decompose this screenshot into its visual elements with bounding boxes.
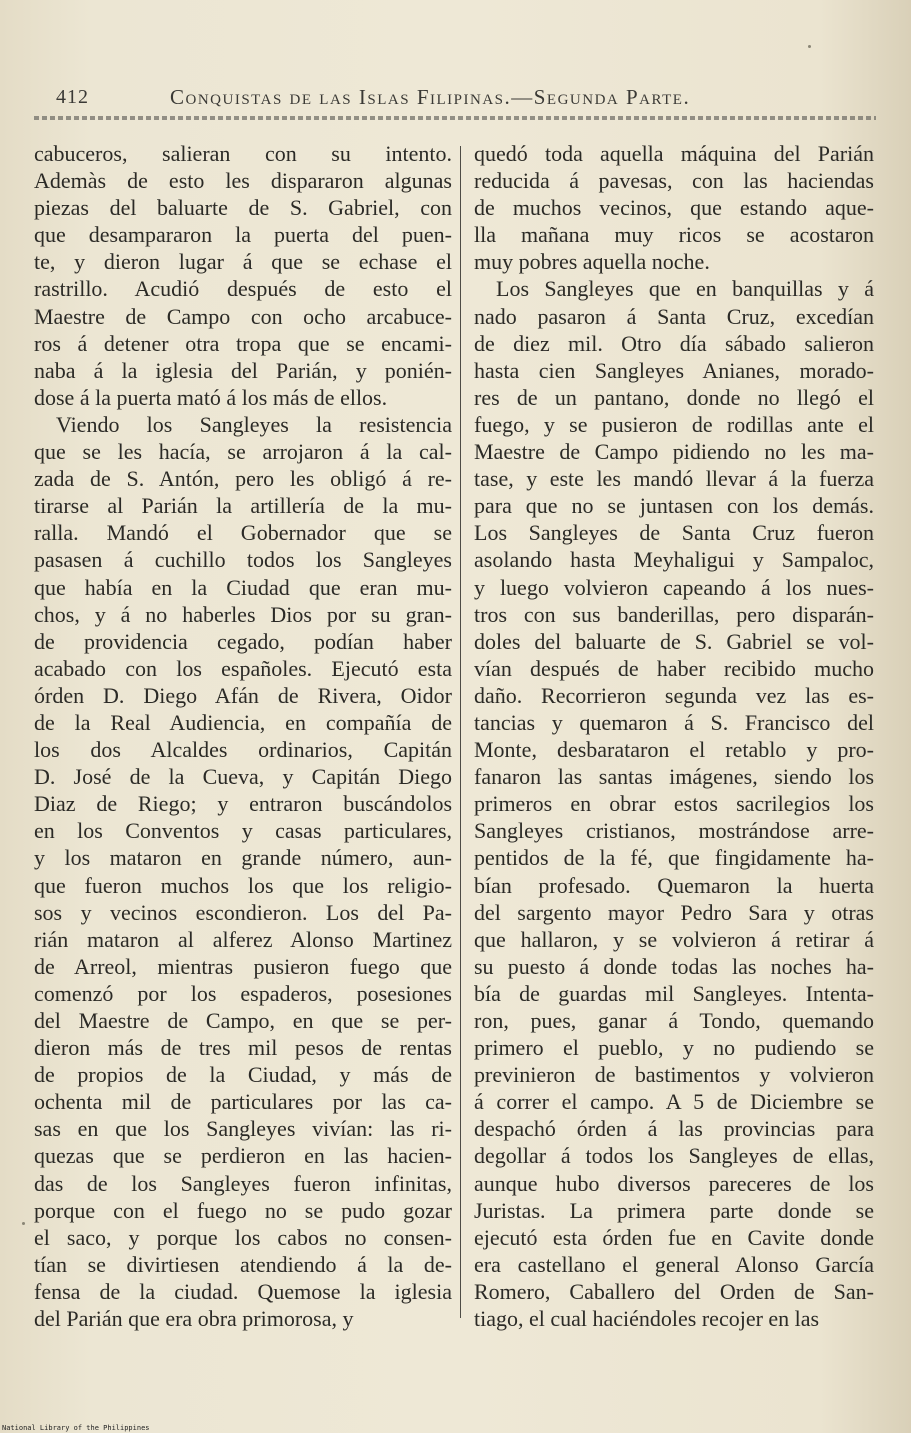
text-line: ralla. Mandó el Gobernador que se bbox=[34, 520, 452, 546]
text-line: y luego volvieron capeando á los nues- bbox=[474, 574, 874, 600]
text-line: Los Sangleyes de Santa Cruz fueron bbox=[474, 520, 874, 546]
text-line: los dos Alcaldes ordinarios, Capitán bbox=[34, 737, 452, 763]
text-line: para que no se juntasen con los demás. bbox=[474, 493, 874, 519]
text-line: bía de guardas mil Sangleyes. Intenta- bbox=[474, 980, 874, 1006]
text-line: res de un pantano, donde no llegó el bbox=[474, 384, 874, 410]
text-line: que fueron muchos los que los religio- bbox=[34, 872, 452, 898]
text-line: ejecutó esta órden fue en Cavite donde bbox=[474, 1224, 874, 1250]
text-line: del sargento mayor Pedro Sara y otras bbox=[474, 899, 874, 925]
text-line: de la Real Audiencia, en compañía de bbox=[34, 709, 452, 735]
text-line: Monte, desbarataron el retablo y pro- bbox=[474, 737, 874, 763]
text-line: tros con sus banderillas, pero disparán- bbox=[474, 601, 874, 627]
running-title: Conquistas de las Islas Filipinas.—Segunda Parte. bbox=[170, 85, 691, 109]
text-line: Juristas. La primera parte donde se bbox=[474, 1197, 874, 1223]
text-line: que había en la Ciudad que eran mu- bbox=[34, 574, 452, 600]
text-line: que desampararon la puerta del puen- bbox=[34, 222, 452, 248]
text-line: primeros en obrar estos sacrilegios los bbox=[474, 791, 874, 817]
text-line: de providencia cegado, podían haber bbox=[34, 628, 452, 654]
text-line: reducida á pavesas, con las haciendas bbox=[474, 168, 874, 194]
left-column bbox=[34, 140, 452, 1332]
text-line: de diez mil. Otro día sábado salieron bbox=[474, 330, 874, 356]
text-line: comenzó por los espaderos, posesiones bbox=[34, 980, 452, 1006]
text-line: bían profesado. Quemaron la huerta bbox=[474, 872, 874, 898]
text-line: cabuceros, salieran con su intento. bbox=[34, 141, 452, 166]
text-line: el saco, y porque los cabos no consen- bbox=[34, 1224, 452, 1250]
text-line: doles del baluarte de S. Gabriel se vol- bbox=[474, 628, 874, 654]
text-line: de propios de la Ciudad, y más de bbox=[34, 1062, 452, 1088]
text-line: y los mataron en grande número, aun- bbox=[34, 845, 452, 871]
text-line: despachó órden á las provincias para bbox=[474, 1116, 874, 1142]
text-line: sos y vecinos escondieron. Los del Pa- bbox=[34, 899, 452, 925]
text-line: Maestre de Campo con ocho arcabuce- bbox=[34, 303, 452, 329]
text-line: su puesto á donde todas las noches ha- bbox=[474, 953, 874, 979]
text-line: nado pasaron á Santa Cruz, excedían bbox=[474, 303, 874, 329]
text-line: tancias y quemaron á S. Francisco del bbox=[474, 709, 874, 735]
text-line: quezas que se perdieron en las hacien- bbox=[34, 1143, 452, 1169]
text-line: Romero, Caballero del Orden de San- bbox=[474, 1278, 874, 1304]
text-line: que se les hacía, se arrojaron á la cal- bbox=[34, 439, 452, 465]
page-header bbox=[34, 80, 874, 114]
text-line: rián mataron al alferez Alonso Martinez bbox=[34, 926, 452, 952]
text-line: Maestre de Campo pidiendo no les ma- bbox=[474, 439, 874, 465]
text-line: Viendo los Sangleyes la resistencia bbox=[56, 411, 452, 437]
text-line: á correr el campo. A 5 de Diciembre se bbox=[474, 1089, 874, 1115]
column-divider bbox=[460, 146, 461, 1318]
text-line: ron, pues, ganar á Tondo, quemando bbox=[474, 1008, 874, 1033]
text-line: zada de S. Antón, pero les obligó á re- bbox=[34, 466, 452, 492]
text-line: del Parián que era obra primorosa, y bbox=[34, 1306, 354, 1332]
text-line: sas en que los Sangleyes vivían: las ri- bbox=[34, 1116, 452, 1142]
text-line: fuego, y se pusieron de rodillas ante el bbox=[474, 411, 874, 437]
text-line: tiago, el cual haciéndoles recojer en las bbox=[474, 1306, 820, 1332]
text-line: asolando hasta Meyhaligui y Sampaloc, bbox=[474, 547, 874, 573]
text-line: dieron más de tres mil pesos de rentas bbox=[34, 1035, 452, 1061]
text-line: hasta cien Sangleyes Anianes, morado- bbox=[474, 357, 874, 383]
text-line: te, y dieron lugar á que se echase el bbox=[34, 249, 452, 275]
text-line: tirarse al Parián la artillería de la mu- bbox=[34, 493, 452, 519]
text-line: pasasen á cuchillo todos los Sangleyes bbox=[34, 547, 452, 573]
text-line: que hallaron, y se volvieron á retirar á bbox=[474, 926, 874, 952]
text-line: porque con el fuego no se pudo gozar bbox=[34, 1197, 452, 1223]
text-line: Ademàs de esto les dispararon algunas bbox=[34, 168, 452, 194]
right-column bbox=[474, 140, 874, 1332]
header-rule bbox=[34, 116, 876, 120]
text-line: Los Sangleyes que en banquillas y á bbox=[496, 276, 874, 302]
text-line: previnieron de bastimentos y volvieron bbox=[474, 1062, 874, 1088]
text-line: fanaron las santas imágenes, siendo los bbox=[474, 764, 874, 790]
text-line: tían se divirtiesen atendiendo á la de- bbox=[34, 1251, 452, 1277]
paper-speck bbox=[808, 45, 811, 48]
text-line: naba á la iglesia del Parián, y ponién- bbox=[34, 357, 452, 383]
text-line: Diaz de Riego; y entraron buscándolos bbox=[34, 791, 452, 817]
text-line: en los Conventos y casas particulares, bbox=[34, 818, 452, 844]
page-number: 412 bbox=[56, 86, 89, 108]
text-line: degollar á todos los Sangleyes de ellas, bbox=[474, 1143, 874, 1169]
text-line: era castellano el general Alonso García bbox=[474, 1251, 874, 1277]
text-line: rastrillo. Acudió después de esto el bbox=[34, 276, 452, 302]
text-line: quedó toda aquella máquina del Parián bbox=[474, 141, 874, 166]
text-line: piezas del baluarte de S. Gabriel, con bbox=[34, 195, 452, 221]
text-line: pentidos de la fé, que fingidamente ha- bbox=[474, 845, 874, 871]
text-line: lla mañana muy ricos se acostaron bbox=[474, 222, 874, 248]
text-line: órden D. Diego Afán de Rivera, Oidor bbox=[34, 682, 452, 708]
text-line: chos, y á no haberles Dios por su gran- bbox=[34, 601, 452, 627]
text-line: daño. Recorrieron segunda vez las es- bbox=[474, 682, 874, 708]
text-line: de muchos vecinos, que estando aque- bbox=[474, 195, 874, 221]
text-line: del Maestre de Campo, en que se per- bbox=[34, 1008, 452, 1033]
text-line: das de los Sangleyes fueron infinitas, bbox=[34, 1170, 452, 1196]
text-line: tase, y este les mandó llevar á la fuerza bbox=[474, 466, 874, 492]
text-line: muy pobres aquella noche. bbox=[474, 249, 710, 275]
text-line: primero el pueblo, y no pudiendo se bbox=[474, 1035, 874, 1061]
text-line: vían después de haber recibido mucho bbox=[474, 655, 874, 681]
text-line: aunque hubo diversos pareceres de los bbox=[474, 1170, 874, 1196]
text-line: D. José de la Cueva, y Capitán Diego bbox=[34, 764, 452, 790]
text-line: ros á detener otra tropa que se encami- bbox=[34, 330, 452, 356]
text-line: de Arreol, mientras pusieron fuego que bbox=[34, 953, 452, 979]
text-line: ochenta mil de particulares por las ca- bbox=[34, 1089, 452, 1115]
text-line: Sangleyes cristianos, mostrándose arre- bbox=[474, 818, 874, 844]
footer-attribution: National Library of the Philippines bbox=[2, 1424, 150, 1432]
paper-speck bbox=[22, 1222, 25, 1225]
text-line: dose á la puerta mató á los más de ellos. bbox=[34, 384, 388, 410]
text-line: fensa de la ciudad. Quemose la iglesia bbox=[34, 1278, 452, 1304]
text-line: acabado con los españoles. Ejecutó esta bbox=[34, 655, 452, 681]
